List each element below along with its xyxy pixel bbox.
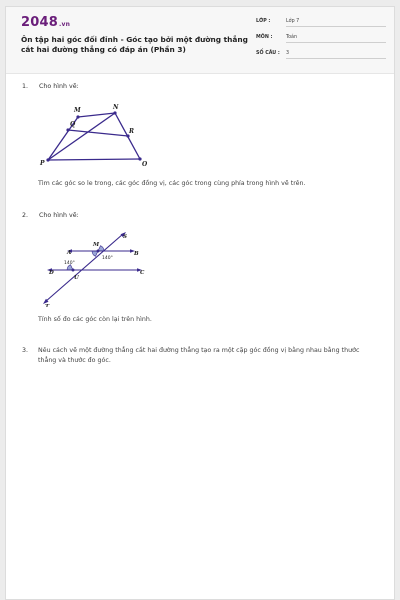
logo-tld: .vn: [58, 21, 71, 28]
worksheet-header: [6, 7, 394, 74]
figure-1-lines: [48, 113, 140, 160]
worksheet-page: [5, 6, 395, 600]
question-2-body: Tính số đo các góc còn lại trên hình.: [38, 316, 152, 323]
label-S: S: [123, 234, 127, 240]
label-P: P: [40, 160, 45, 167]
label-A: A: [67, 250, 72, 256]
label-T: T: [45, 304, 50, 307]
label-B: B: [134, 251, 139, 257]
label-N: N: [113, 104, 119, 111]
meta-grade: [256, 19, 386, 31]
question-1-prompt: Cho hình vẽ:: [39, 83, 79, 90]
label-U: U: [74, 275, 79, 281]
label-M2: M: [93, 242, 100, 248]
label-R: R: [129, 128, 134, 135]
question-2-number: 2.: [22, 212, 29, 219]
label-C: C: [140, 270, 145, 276]
figure-1-quadrilateral: [36, 103, 166, 175]
logo-main: 2048: [21, 15, 58, 30]
label-O: O: [142, 161, 148, 168]
label-D: D: [49, 270, 54, 276]
question-1-body: Tìm các góc so le trong, các góc đồng vị, các góc trong cùng phía trong hình vẽ trên.: [38, 180, 306, 187]
question-2-prompt: Cho hình vẽ:: [39, 212, 79, 219]
angle-label-140-upper: 140°: [102, 256, 113, 261]
label-M: M: [74, 107, 81, 114]
site-logo[interactable]: [21, 15, 70, 30]
meta-grade-value: Lớp 7: [286, 19, 386, 27]
question-1-number: 1.: [22, 83, 29, 90]
question-3-prompt: Nêu cách vẽ một đường thẳng cắt hai đường thẳng tạo ra một cặp góc đồng vị bằng nhau bằng thước thẳng và thước đo góc.: [38, 347, 360, 364]
worksheet-title: Ôn tập hai góc đối đỉnh - Góc tạo bởi một đường thẳng cắt hai đường thẳng có đáp án (Phần 3): [21, 35, 248, 54]
meta-count-value: 3: [286, 51, 386, 59]
meta-subject-value: Toán: [286, 35, 386, 43]
angle-label-140-lower: 140°: [64, 261, 75, 266]
figure-2-lines: [45, 234, 139, 302]
question-3-number: 3.: [22, 347, 29, 354]
meta-subject-label: MÔN :: [256, 35, 273, 40]
figure-2-transversal: [34, 227, 154, 307]
figure-1-points: [46, 111, 141, 161]
meta-subject: [256, 35, 386, 47]
meta-count: [256, 51, 386, 63]
label-Q: Q: [70, 121, 76, 128]
meta-grade-label: LỚP :: [256, 19, 271, 24]
meta-count-label: SỐ CÂU :: [256, 51, 280, 56]
